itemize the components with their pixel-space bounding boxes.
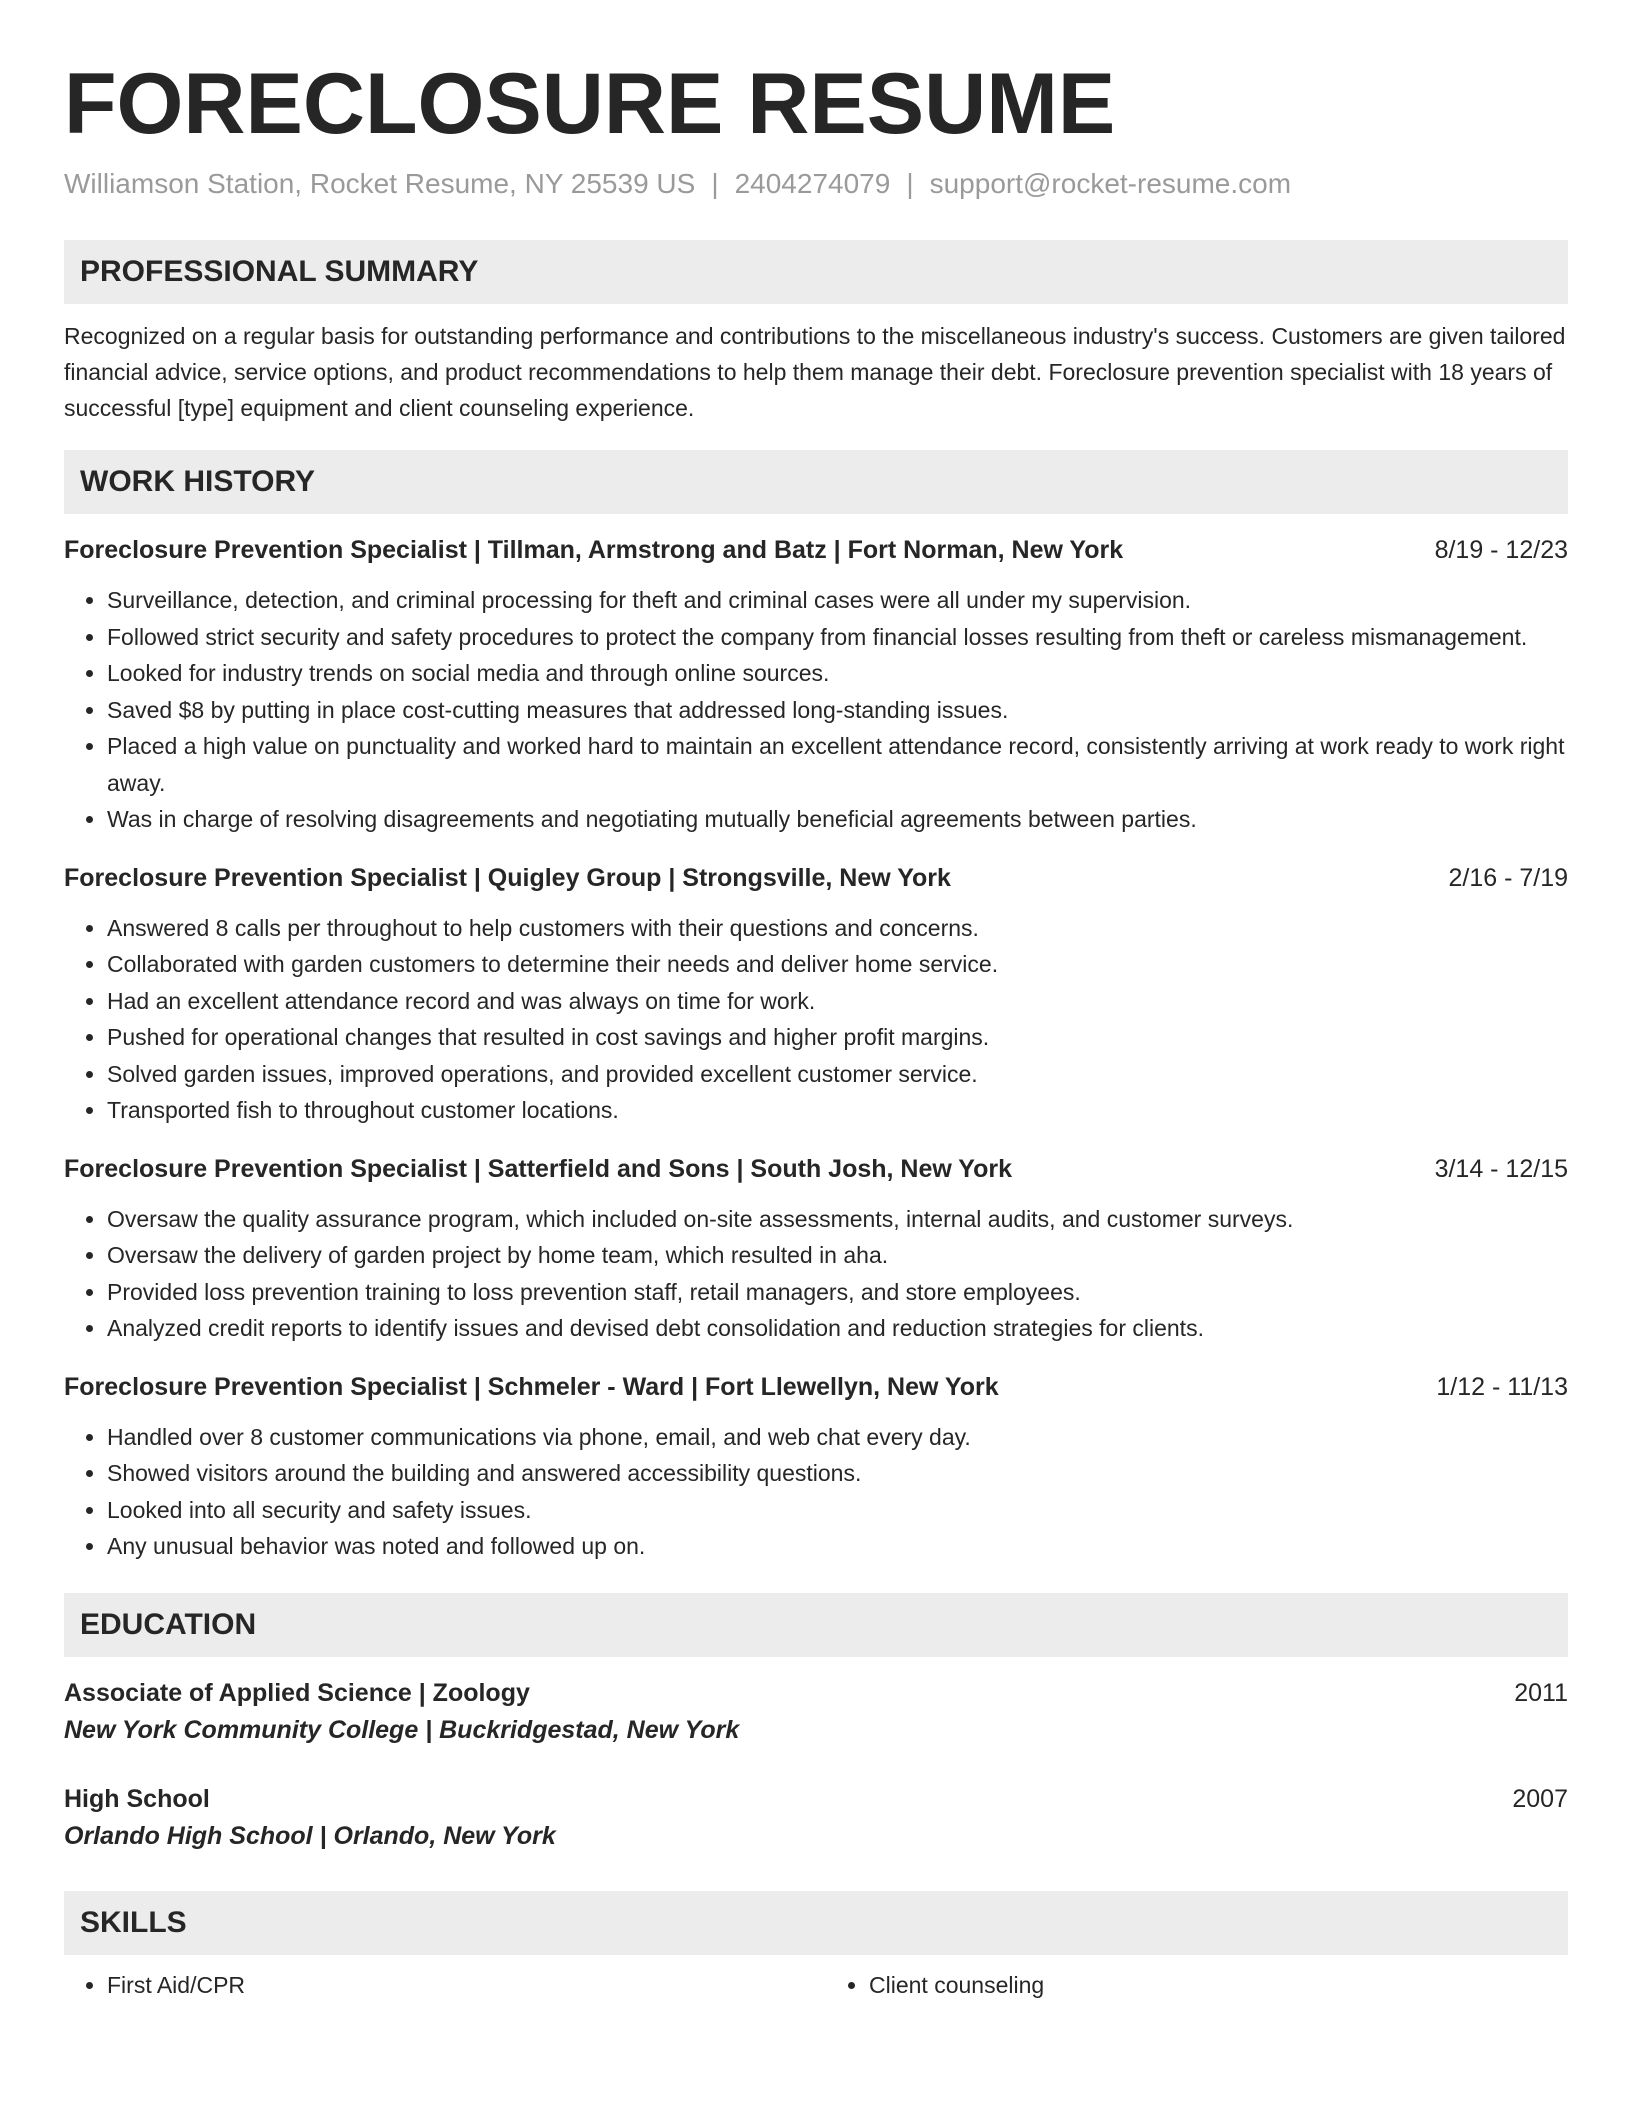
job-bullet: • Analyzed credit reports to identify issues and devised debt consolidation and reduction strategies for clients.	[107, 1310, 1568, 1347]
job-bullet: • Handled over 8 customer communications via phone, email, and web chat every day.	[107, 1419, 1568, 1456]
job-title: Foreclosure Prevention Specialist | Tillman, Armstrong and Batz | Fort Norman, New York	[64, 536, 1124, 564]
job-title: Foreclosure Prevention Specialist | Quigley Group | Strongsville, New York	[64, 863, 951, 892]
skill-item: • Client counseling	[869, 1967, 1568, 2004]
job-entry	[64, 860, 1568, 1129]
job-bullet: • Looked for industry trends on social media and through online sources.	[107, 655, 1568, 692]
job-entry	[64, 1151, 1568, 1347]
skills-grid	[64, 1967, 1568, 2004]
job-title: Foreclosure Prevention Specialist | Satterfield and Sons | South Josh, New York	[64, 1154, 1013, 1183]
resume-page	[64, 0, 1568, 2003]
job-bullet: • Provided loss prevention training to loss prevention staff, retail managers, and store employees.	[107, 1274, 1568, 1311]
summary-text: Recognized on a regular basis for outstanding performance and contributions to the miscellaneous industry's success. Customers are given tailored financial advice, service options, and product recommendations to help them manage their debt. Foreclosure prevention specialist with 18 years of successful [type] equipment and client counseling experience.	[64, 323, 1566, 421]
education-school: New York Community College | Buckridgestad, New York	[64, 1715, 740, 1744]
job-bullet: • Solved garden issues, improved operations, and provided excellent customer service.	[107, 1056, 1568, 1093]
job-header	[64, 860, 1568, 896]
contact-line	[64, 166, 1568, 202]
job-bullet: • Looked into all security and safety issues.	[107, 1492, 1568, 1529]
skills-column-right	[826, 1967, 1568, 2004]
contact-phone: 2404274079	[734, 168, 891, 199]
job-bullet: • Answered 8 calls per throughout to help customers with their questions and concerns.	[107, 910, 1568, 947]
job-header	[64, 1369, 1568, 1405]
education-entry	[64, 1781, 1568, 1855]
work-history-list	[64, 532, 1568, 1565]
education-list	[64, 1675, 1568, 1855]
education-school: Orlando High School | Orlando, New York	[64, 1821, 556, 1850]
job-entry	[64, 532, 1568, 838]
job-date: 8/19 - 12/23	[1434, 536, 1568, 564]
job-bullet: • Had an excellent attendance record and was always on time for work.	[107, 983, 1568, 1020]
contact-separator: |	[906, 168, 914, 199]
job-date: 2/16 - 7/19	[1448, 863, 1568, 892]
resume-title: FORECLOSURE RESUME	[64, 56, 1116, 152]
section-header-work-history: WORK HISTORY	[64, 450, 1568, 514]
job-bullet: • Placed a high value on punctuality and worked hard to maintain an excellent attendance record, consistently arriving at work ready to work right away.	[107, 728, 1568, 801]
section-header-education: EDUCATION	[64, 1593, 1568, 1657]
job-bullets	[64, 1419, 1568, 1565]
contact-email: support@rocket-resume.com	[929, 168, 1292, 199]
education-entry	[64, 1675, 1568, 1749]
job-bullet: • Showed visitors around the building and answered accessibility questions.	[107, 1455, 1568, 1492]
job-bullet: • Collaborated with garden customers to determine their needs and deliver home service.	[107, 946, 1568, 983]
contact-address: Williamson Station, Rocket Resume, NY 25539 US	[64, 168, 696, 199]
job-header	[64, 1151, 1568, 1187]
job-bullet: • Any unusual behavior was noted and followed up on.	[107, 1528, 1568, 1565]
job-date: 1/12 - 11/13	[1436, 1372, 1568, 1401]
education-degree: High School	[64, 1784, 210, 1813]
job-bullet: • Surveillance, detection, and criminal processing for theft and criminal cases were all under my supervision.	[107, 582, 1568, 619]
job-entry	[64, 1369, 1568, 1565]
job-bullets	[64, 582, 1568, 838]
skill-item: • First Aid/CPR	[107, 1967, 806, 2004]
section-header-skills: SKILLS	[64, 1891, 1568, 1955]
job-bullet: • Was in charge of resolving disagreements and negotiating mutually beneficial agreements between parties.	[107, 801, 1568, 838]
job-title: Foreclosure Prevention Specialist | Schmeler - Ward | Fort Llewellyn, New York	[64, 1372, 999, 1401]
job-date: 3/14 - 12/15	[1434, 1154, 1568, 1183]
education-year: 2007	[1512, 1784, 1568, 1813]
job-bullet: • Oversaw the quality assurance program, which included on-site assessments, internal audits, and customer surveys.	[107, 1201, 1568, 1238]
education-header	[64, 1675, 1568, 1711]
education-degree: Associate of Applied Science | Zoology	[64, 1678, 530, 1707]
job-header	[64, 532, 1568, 568]
job-bullet: • Transported fish to throughout customer locations.	[107, 1092, 1568, 1129]
job-bullets	[64, 910, 1568, 1129]
job-bullet: • Saved $8 by putting in place cost-cutting measures that addressed long-standing issues.	[107, 692, 1568, 729]
job-bullet: • Oversaw the delivery of garden project by home team, which resulted in aha.	[107, 1237, 1568, 1274]
education-year: 2011	[1514, 1678, 1568, 1707]
job-bullet: • Pushed for operational changes that resulted in cost savings and higher profit margins.	[107, 1019, 1568, 1056]
job-bullets	[64, 1201, 1568, 1347]
section-header-summary: PROFESSIONAL SUMMARY	[64, 240, 1568, 304]
job-bullet: • Followed strict security and safety procedures to protect the company from financial losses resulting from theft or careless mismanagement.	[107, 619, 1568, 656]
contact-separator: |	[711, 168, 719, 199]
skills-column-left	[64, 1967, 806, 2004]
education-header	[64, 1781, 1568, 1817]
